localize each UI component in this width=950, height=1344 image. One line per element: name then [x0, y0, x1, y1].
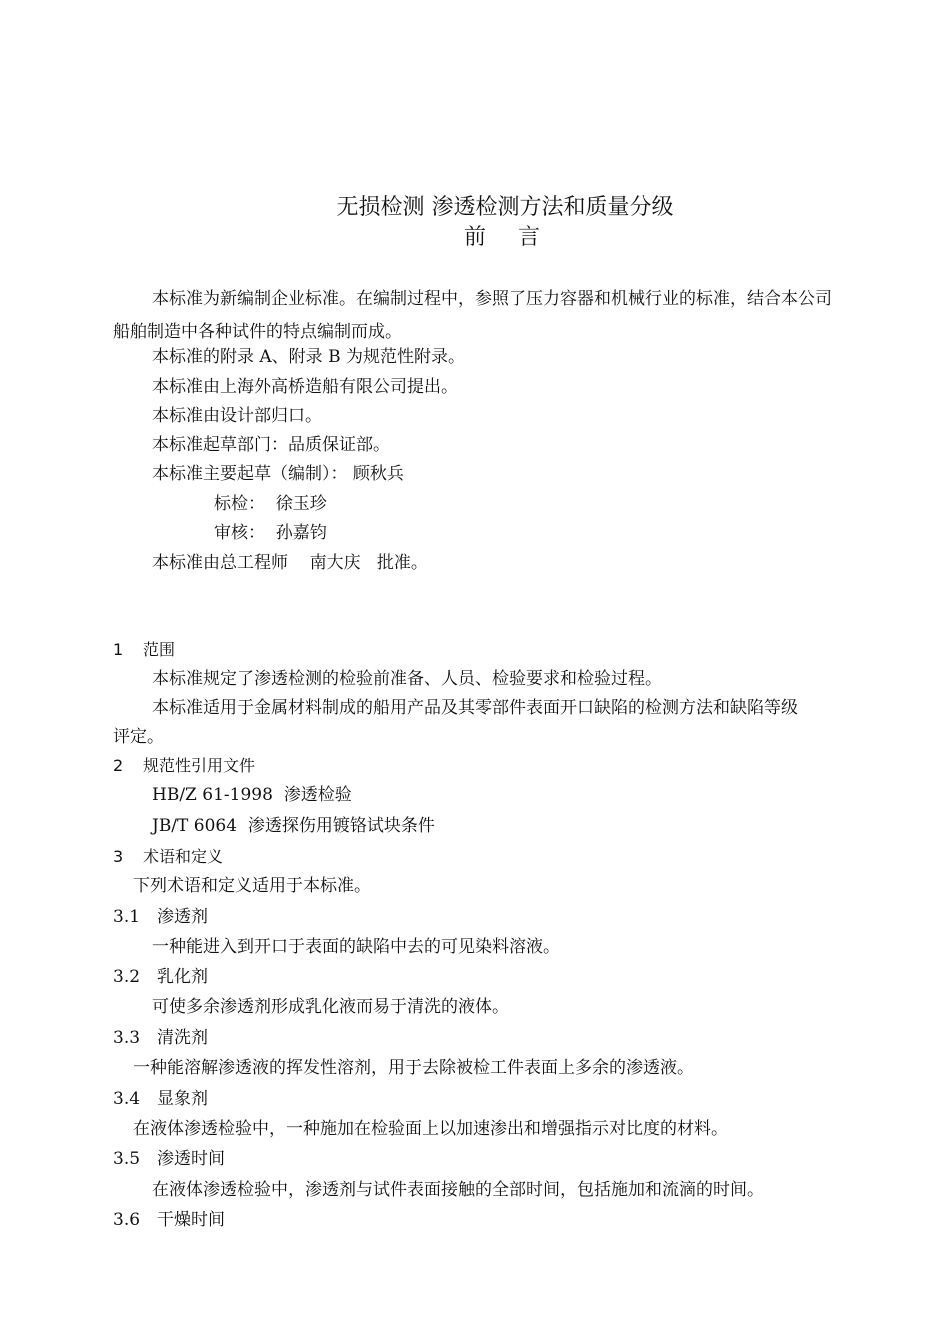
preface-heading: 前 言	[464, 225, 546, 250]
section-1-number: 1	[113, 640, 124, 659]
term-3-1-heading	[113, 905, 208, 929]
term-name: 渗透时间	[157, 1149, 225, 1169]
term-3-4-heading	[113, 1087, 208, 1111]
term-3-6-heading	[113, 1208, 225, 1232]
term-name: 渗透剂	[157, 907, 208, 927]
section-1-para-1: 本标准规定了渗透检测的检验前准备、人员、检验要求和检验过程。	[152, 669, 662, 689]
section-1-para-2-line-2: 评定。	[113, 727, 164, 747]
section-3-heading	[113, 845, 223, 869]
section-1-para-2-line-1: 本标准适用于金属材料制成的船用产品及其零部件表面开口缺陷的检测方法和缺陷等级	[152, 698, 798, 718]
preface-para-4: 本标准由设计部归口。	[152, 406, 322, 426]
section-2-title: 规范性引用文件	[143, 756, 256, 775]
section-3-number: 3	[113, 847, 124, 866]
preface-drafter: 本标准主要起草（编制）： 顾秋兵	[152, 464, 404, 484]
term-3-5-definition: 在液体渗透检验中，渗透剂与试件表面接触的全部时间，包括施加和流滴的时间。	[152, 1180, 764, 1200]
term-name: 清洗剂	[157, 1028, 208, 1048]
term-name: 干燥时间	[157, 1210, 225, 1230]
term-number: 3.2	[113, 967, 141, 987]
section-2-heading	[113, 754, 255, 778]
term-3-3-heading	[113, 1026, 208, 1050]
term-3-5-heading	[113, 1147, 225, 1171]
section-3-title: 术语和定义	[143, 847, 224, 866]
section-2-number: 2	[113, 756, 124, 775]
reference-hbz61: HB/Z 61-1998 渗透检验	[152, 785, 352, 805]
preface-para-2: 本标准的附录 A、附录 B 为规范性附录。	[152, 347, 465, 367]
document-title: 无损检测 渗透检测方法和质量分级	[336, 195, 674, 220]
preface-para-1-line-1: 本标准为新编制企业标准。在编制过程中，参照了压力容器和机械行业的标准，结合本公司	[152, 289, 832, 309]
term-number: 3.1	[113, 907, 141, 927]
preface-reviewer: 审核： 孙嘉钧	[214, 523, 327, 543]
reference-jbt6064: JB/T 6064 渗透探伤用镀铬试块条件	[152, 816, 435, 836]
section-1-title: 范围	[143, 640, 176, 659]
term-name: 显象剂	[157, 1089, 208, 1109]
preface-checker: 标检： 徐玉珍	[214, 494, 327, 514]
term-number: 3.5	[113, 1149, 141, 1169]
term-number: 3.3	[113, 1028, 141, 1048]
term-number: 3.6	[113, 1210, 141, 1230]
term-3-2-heading	[113, 965, 208, 989]
section-3-intro: 下列术语和定义适用于本标准。	[133, 876, 371, 896]
term-3-3-definition: 一种能溶解渗透液的挥发性溶剂，用于去除被检工件表面上多余的渗透液。	[133, 1058, 694, 1078]
term-name: 乳化剂	[157, 967, 208, 987]
term-3-2-definition: 可使多余渗透剂形成乳化液而易于清洗的液体。	[152, 997, 509, 1017]
term-number: 3.4	[113, 1089, 141, 1109]
preface-para-1-line-2: 船舶制造中各种试件的特点编制而成。	[113, 322, 402, 342]
term-3-4-definition: 在液体渗透检验中，一种施加在检验面上以加速渗出和增强指示对比度的材料。	[133, 1119, 728, 1139]
term-3-1-definition: 一种能进入到开口于表面的缺陷中去的可见染料溶液。	[152, 937, 560, 957]
preface-para-3: 本标准由上海外高桥造船有限公司提出。	[152, 377, 458, 397]
preface-para-5: 本标准起草部门：品质保证部。	[152, 435, 390, 455]
section-1-heading	[113, 638, 175, 662]
preface-approval: 本标准由总工程师 南大庆 批准。	[152, 553, 428, 573]
